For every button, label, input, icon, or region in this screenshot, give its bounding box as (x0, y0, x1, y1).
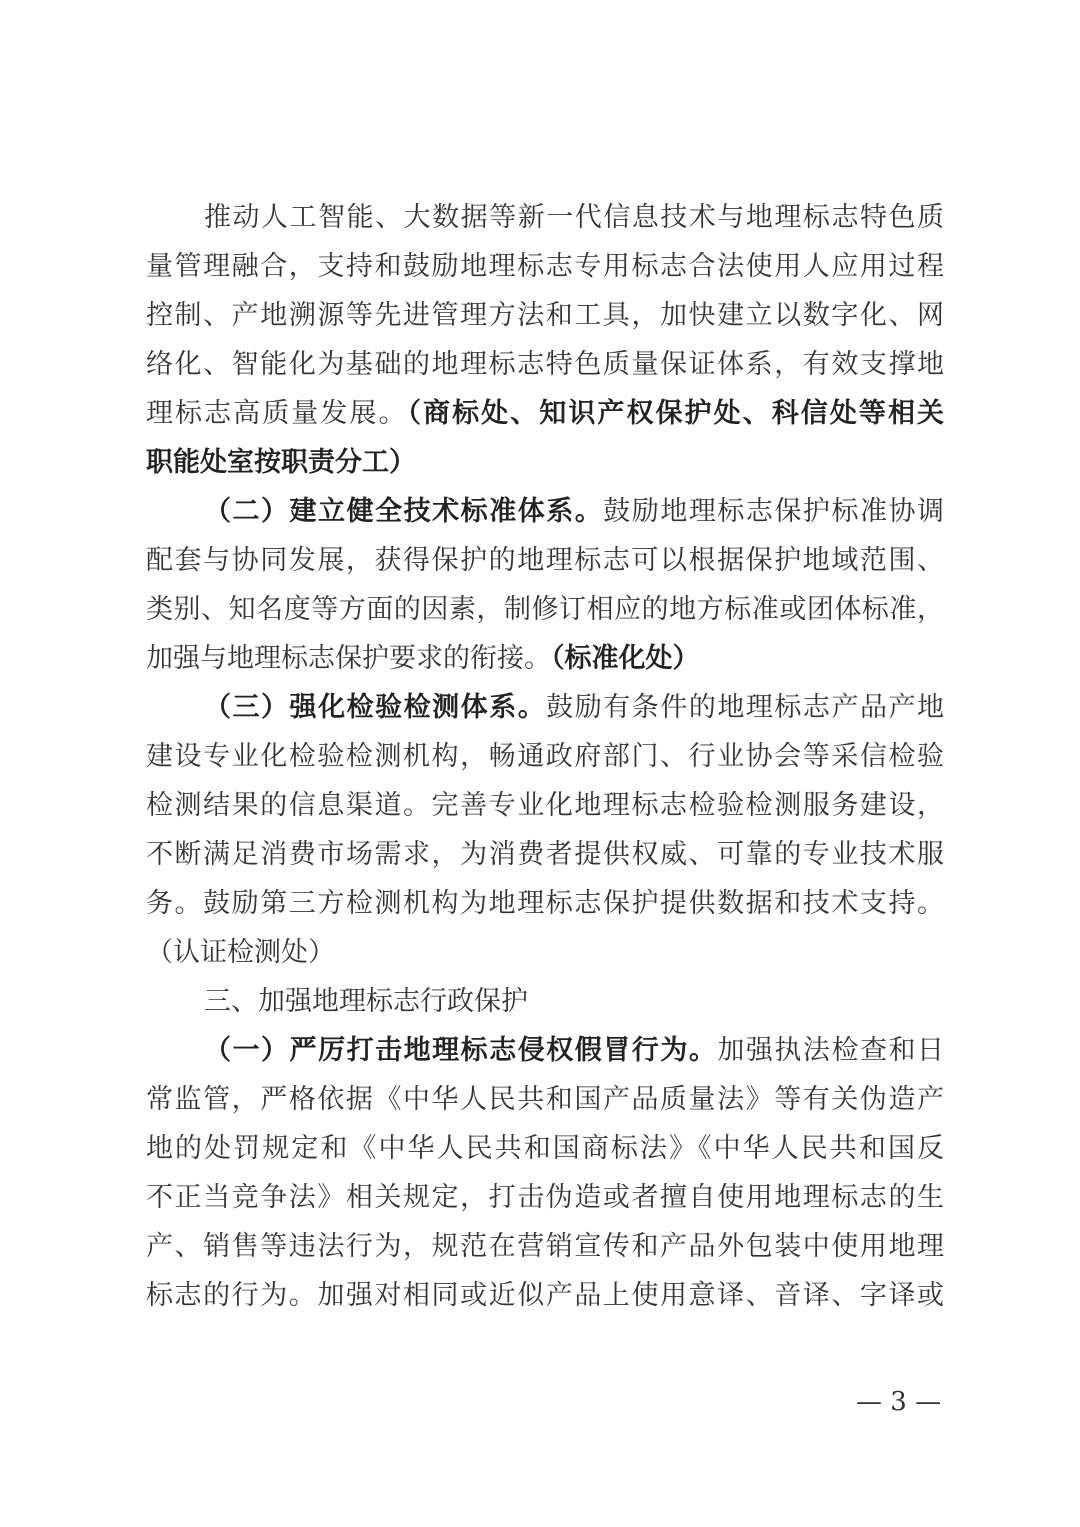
text: 鼓励地理标志保护标准协调 (603, 496, 945, 527)
text-line (204, 492, 944, 532)
bold-text: （三）强化检验检测体系。 (204, 692, 547, 723)
bold-text: （商标处、知识产权保护处、科信处等相关 (407, 398, 944, 429)
text: （认证检测处） (146, 937, 335, 968)
text: 加强与地理标志保护要求的衔接。 (146, 643, 551, 674)
text: 务。鼓励第三方检测机构为地理标志保护提供数据和技术支持。 (146, 888, 944, 919)
text: 络化、智能化为基础的地理标志特色质量保证体系，有效支撑地 (146, 349, 944, 380)
text: 检测结果的信息渠道。完善专业化地理标志检验检测服务建设， (146, 790, 944, 821)
bold-text: 职能处室按职责分工） (146, 447, 416, 478)
text: 配套与协同发展，获得保护的地理标志可以根据保护地域范围、 (146, 545, 944, 576)
text: 三、加强地理标志行政保护 (204, 986, 528, 1017)
text-line (146, 247, 944, 287)
page-number: — 3 — (856, 1387, 942, 1417)
text: 不断满足消费市场需求，为消费者提供权威、可靠的专业技术服 (146, 839, 944, 870)
text: 理标志高质量发展。 (146, 398, 408, 429)
text-line (146, 639, 944, 679)
text-line (204, 198, 944, 238)
text-line (146, 296, 944, 336)
text-line (146, 1227, 944, 1267)
text-line (204, 1031, 944, 1071)
text-line (146, 737, 944, 777)
text-line (146, 394, 944, 434)
text: 加强执法检查和日 (717, 1035, 944, 1066)
text: 建设专业化检验检测机构，畅通政府部门、行业协会等采信检验 (146, 741, 944, 772)
text: 常监管，严格依据《中华人民共和国产品质量法》等有关伪造产 (146, 1084, 944, 1115)
text: 标志的行为。加强对相同或近似产品上使用意译、音译、字译或 (146, 1280, 944, 1311)
text: 不正当竞争法》相关规定，打击伪造或者擅自使用地理标志的生 (146, 1182, 944, 1213)
text: 量管理融合，支持和鼓励地理标志专用标志合法使用人应用过程 (146, 251, 944, 282)
text: 类别、知名度等方面的因素，制修订相应的地方标准或团体标准， (146, 594, 944, 625)
text-line (146, 590, 944, 630)
bold-text: （一）严厉打击地理标志侵权假冒行为。 (204, 1035, 718, 1066)
text-line (146, 1276, 944, 1316)
text: 推动人工智能、大数据等新一代信息技术与地理标志特色质 (204, 202, 944, 233)
text-line (146, 443, 944, 483)
text-line (146, 786, 944, 826)
text-line (204, 982, 944, 1022)
text-line (146, 835, 944, 875)
bold-text: （二）建立健全技术标准体系。 (204, 496, 604, 527)
text-line (204, 688, 944, 728)
text-line (146, 933, 944, 973)
text-line (146, 1178, 944, 1218)
text: 控制、产地溯源等先进管理方法和工具，加快建立以数字化、网 (146, 300, 944, 331)
text: 地的处罚规定和《中华人民共和国商标法》《中华人民共和国反 (146, 1133, 944, 1164)
text-line (146, 345, 944, 385)
text-line (146, 884, 944, 924)
text-line (146, 1129, 944, 1169)
text: 产、销售等违法行为，规范在营销宣传和产品外包装中使用地理 (146, 1231, 944, 1262)
text-line (146, 541, 944, 581)
text: 鼓励有条件的地理标志产品产地 (546, 692, 945, 723)
bold-text: （标准化处） (551, 643, 700, 674)
text-line (146, 1080, 944, 1120)
